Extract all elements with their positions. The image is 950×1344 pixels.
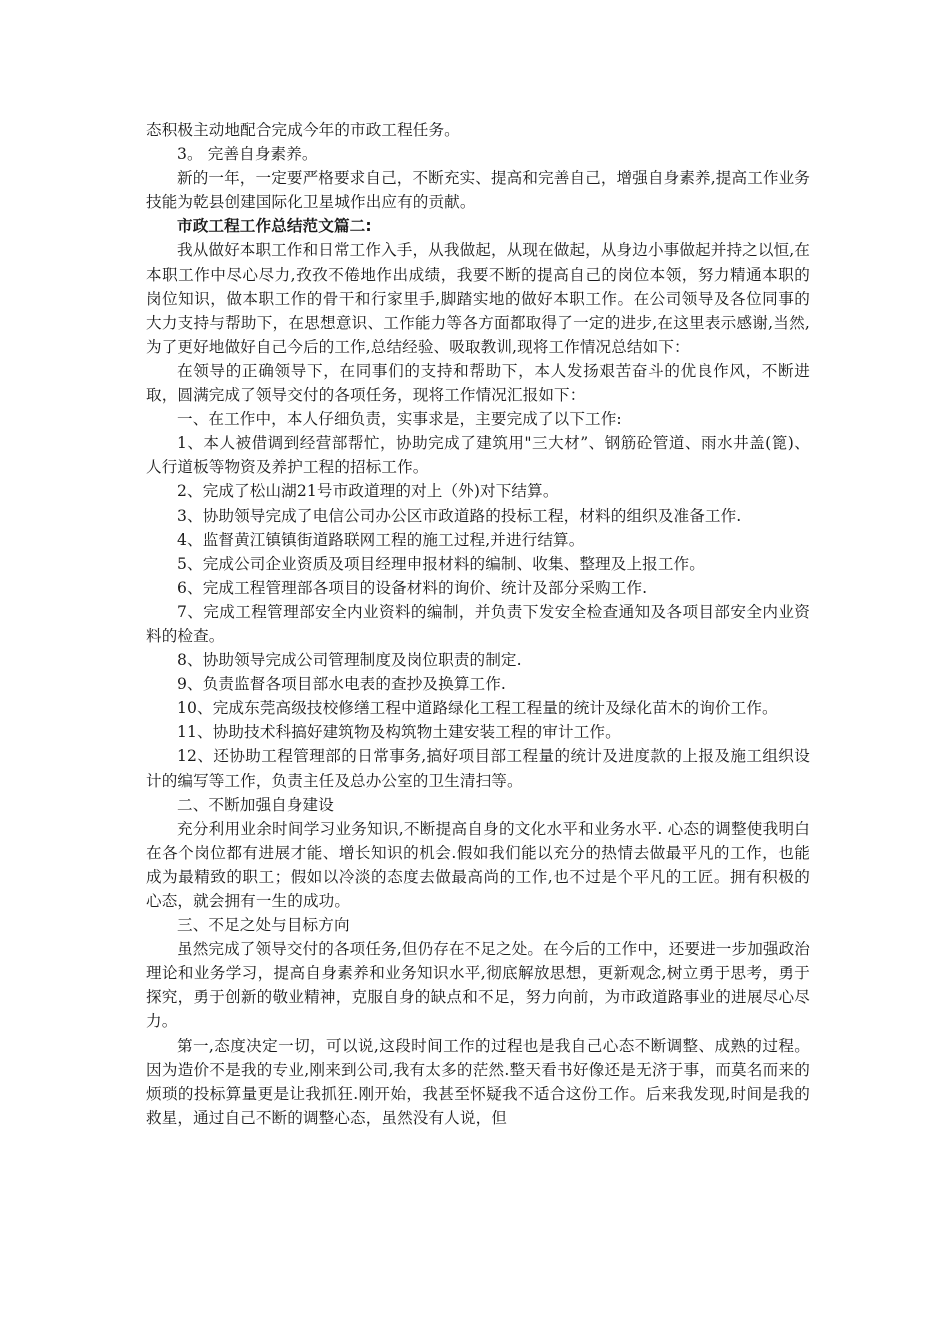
list-item: 9、负责监督各项目部水电表的查抄及换算工作. [177, 675, 506, 694]
paragraph: 第一,态度决定一切，可以说,这段时间工作的过程也是我自己心态不断调整、成熟的过程。因为造价不是我的专业,刚来到公司,我有太多的茫然.整天看书好像还是无济于事，而莫名而来的烦琐的投标算量更是让我抓狂.刚开始，我甚至怀疑我不适合这份工作。后来我发现,时间是我的救星，通过自己不断的调整心态，虽然没有人说，但 [146, 1036, 810, 1127]
list-item: 6、完成工程管理部各项目的设备材料的询价、统计及部分采购工作. [177, 578, 648, 597]
paragraph: 态积极主动地配合完成今年的市政工程任务。 [146, 121, 460, 139]
list-item: 11、协助技术科搞好建筑物及构筑物土建安装工程的审计工作。 [177, 723, 621, 742]
paragraph: 虽然完成了领导交付的各项任务,但仍存在不足之处。在今后的工作中，还要进一步加强政治理论和业务学习，提高自身素养和业务知识水平,彻底解放思想，更新观念,树立勇于思考，勇于探究，勇于创新的敬业精神，克服自身的缺点和不足，努力向前，为市政道路事业的进展尽心尽力。 [146, 940, 810, 1031]
list-item: 12、还协助工程管理部的日常事务,搞好项目部工程量的统计及进度款的上报及施工组织设计的编写等工作，负责主任及总办公室的卫生清扫等。 [146, 747, 810, 790]
list-item: 1、本人被借调到经营部帮忙，协助完成了建筑用"三大材”、钢筋砼管道、雨水井盖(篦)、人行道板等物资及养护工程的招标工作。 [146, 434, 810, 477]
subsection-title: 二、不断加强自身建设 [177, 795, 334, 814]
paragraph: 一、在工作中，本人仔细负责，实事求是，主要完成了以下工作: [177, 410, 622, 429]
list-item: 7、完成工程管理部安全内业资料的编制，并负责下发安全检查通知及各项目部安全内业资料的检查。 [146, 602, 810, 645]
paragraph: 在领导的正确领导下，在同事们的支持和帮助下，本人发扬艰苦奋斗的优良作风，不断进取，圆满完成了领导交付的各项任务，现将工作情况汇报如下： [146, 361, 810, 405]
list-item: 8、协助领导完成公司管理制度及岗位职责的制定. [177, 651, 522, 670]
list-item: 4、监督黄江镇镇街道路联网工程的施工过程,并进行结算。 [177, 530, 585, 549]
subsection-title: 三、不足之处与目标方向 [177, 916, 350, 935]
list-item: 5、完成公司企业资质及项目经理申报材料的编制、收集、整理及上报工作。 [177, 554, 705, 573]
list-item: 2、完成了松山湖21号市政道理的对上（外)对下结算。 [177, 482, 559, 501]
paragraph: 新的一年，一定要严格要求自己，不断充实、提高和完善自己，增强自身素养,提高工作业务技能为乾县创建国际化卫星城作出应有的贡献。 [146, 169, 810, 212]
section-heading: 市政工程工作总结范文篇二: [177, 217, 372, 236]
paragraph: 我从做好本职工作和日常工作入手，从我做起，从现在做起，从身边小事做起并持之以恒,在本职工作中尽心尽力,孜孜不倦地作出成绩，我要不断的提高自己的岗位本领，努力精通本职的岗位知识，做本职工作的骨干和行家里手,脚踏实地的做好本职工作。在公司领导及各位同事的大力支持与帮助下，在思想意识、工作能力等各方面都取得了一定的进步,在这里表示感谢,当然,为了更好地做好自己今后的工作,总结经验、吸取教训,现将工作情况总结如下： [146, 241, 810, 356]
list-item: 3、协助领导完成了电信公司办公区市政道路的投标工程，材料的组织及准备工作. [177, 506, 742, 525]
paragraph: 3。 完善自身素养。 [177, 145, 318, 164]
document-body [146, 118, 810, 1130]
paragraph: 充分利用业余时间学习业务知识,不断提高自身的文化水平和业务水平. 心态的调整使我明白在各个岗位都有进展才能、增长知识的机会.假如我们能以充分的热情去做最平凡的工作，也能成为最精致的职工；假如以冷淡的态度去做最高尚的工作,也不过是个平凡的工匠。拥有积极的心态，就会拥有一生的成功。 [146, 819, 810, 910]
list-item: 10、完成东莞高级技校修缮工程中道路绿化工程工程量的统计及绿化苗木的询价工作。 [177, 699, 778, 718]
